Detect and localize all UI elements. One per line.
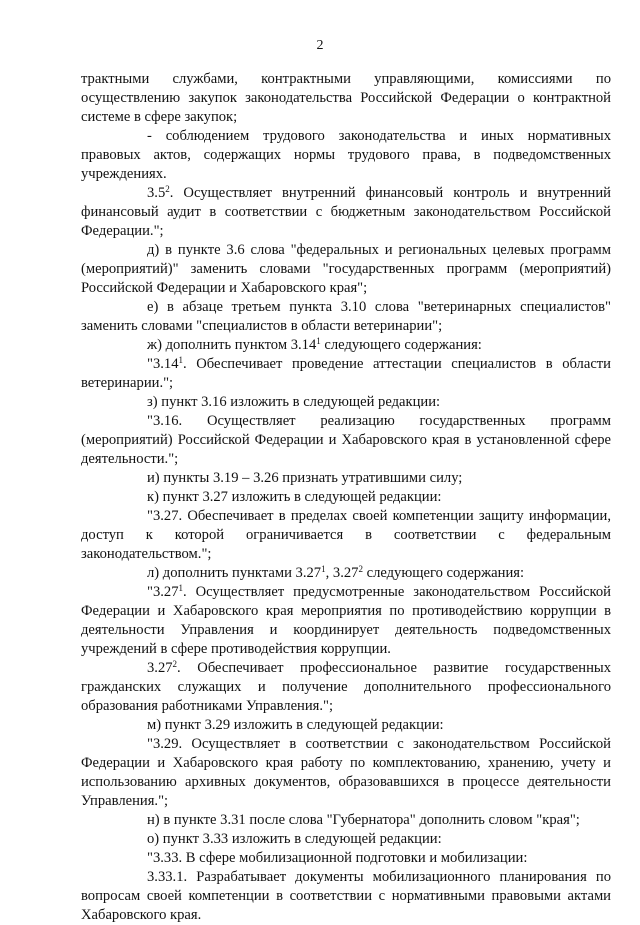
paragraph: - соблюдением трудового законодательства и иных нормативных правовых актов, содержащих нормы трудового права, в подведомственных учреждениях. [81, 128, 611, 182]
paragraph: ж) дополнить пунктом 3.14$^1$ следующего содержания: [147, 336, 482, 353]
paragraph: 3.33.1. Разрабатывает документы мобилизационного планирования по вопросам своей компетенции в соответствии с нормативными правовыми актами Хабаровского края. [81, 869, 611, 923]
paragraph: "3.16. Осуществляет реализацию государственных программ (мероприятий) Российской Федерации и Хабаровского края в установленной сфере деятельности."; [81, 413, 611, 467]
superscript-index: 2 [165, 184, 170, 194]
paragraph: о) пункт 3.33 изложить в следующей редакции: [147, 831, 442, 847]
paragraph: з) пункт 3.16 изложить в следующей редакции: [147, 394, 441, 410]
paragraph: трактными службами, контрактными управляющими, комиссиями по осуществлению закупок законодательства Российской Федерации о контрактной системе в сфере закупок; [81, 71, 611, 125]
paragraph: "3.33. В сфере мобилизационной подготовки и мобилизации: [147, 850, 528, 866]
paragraph: "3.27$^1$. Осуществляет предусмотренные законодательством Российской Федерации и Хабаровского края мероприятия по противодействию коррупции в деятельности Управления и координирует деятельность подведомственных учреждений в сфере противодействия коррупции. [81, 583, 611, 657]
paragraph: м) пункт 3.29 изложить в следующей редакции: [147, 717, 444, 733]
paragraph: 3.27$^2$. Обеспечивает профессиональное развитие государственных гражданских служащих и получение дополнительного профессионального образования работниками Управления."; [81, 659, 611, 714]
paragraph: $3.5^2$. Осуществляет внутренний финансовый контроль и внутренний финансовый аудит в соответствии с бюджетным законодательством Российской Федерации."; [81, 184, 611, 239]
superscript-index: 1 [178, 583, 183, 593]
paragraph: н) в пункте 3.31 после слова "Губернатора" дополнить словом "края"; [147, 812, 580, 828]
superscript-index: 2 [358, 564, 363, 574]
page-number: 2 [316, 38, 324, 53]
document-body [81, 70, 611, 925]
paragraph: "3.29. Осуществляет в соответствии с законодательством Российской Федерации и Хабаровского края работу по комплектованию, хранению, учету и использованию архивных документов, образовавшихся в процессе деятельности Управления."; [81, 736, 611, 809]
paragraph: к) пункт 3.27 изложить в следующей редакции: [147, 489, 442, 505]
paragraph: д) в пункте 3.6 слова "федеральных и региональных целевых программ (мероприятий)" заменить словами "государственных программ (мероприятий) Российской Федерации и Хабаровского края"; [81, 242, 611, 296]
superscript-index: 1 [178, 355, 183, 365]
paragraph: л) дополнить пунктами 3.27$^1$, 3.27$^2$ следующего содержания: [147, 564, 525, 581]
superscript-index: 2 [172, 659, 178, 669]
superscript-index: 1 [321, 564, 326, 574]
paragraph: "3.27. Обеспечивает в пределах своей компетенции защиту информации, доступ к которой ограничивается в соответствии с федеральным законодательством."; [81, 508, 611, 562]
paragraph: и) пункты 3.19 – 3.26 признать утратившими силу; [147, 470, 463, 486]
paragraph: е) в абзаце третьем пункта 3.10 слова "ветеринарных специалистов" заменить словами "специалистов в области ветеринарии"; [81, 299, 611, 334]
superscript-index: 1 [316, 336, 321, 346]
paragraph: "3.14$^1$. Обеспечивает проведение аттестации специалистов в области ветеринарии."; [81, 355, 611, 391]
